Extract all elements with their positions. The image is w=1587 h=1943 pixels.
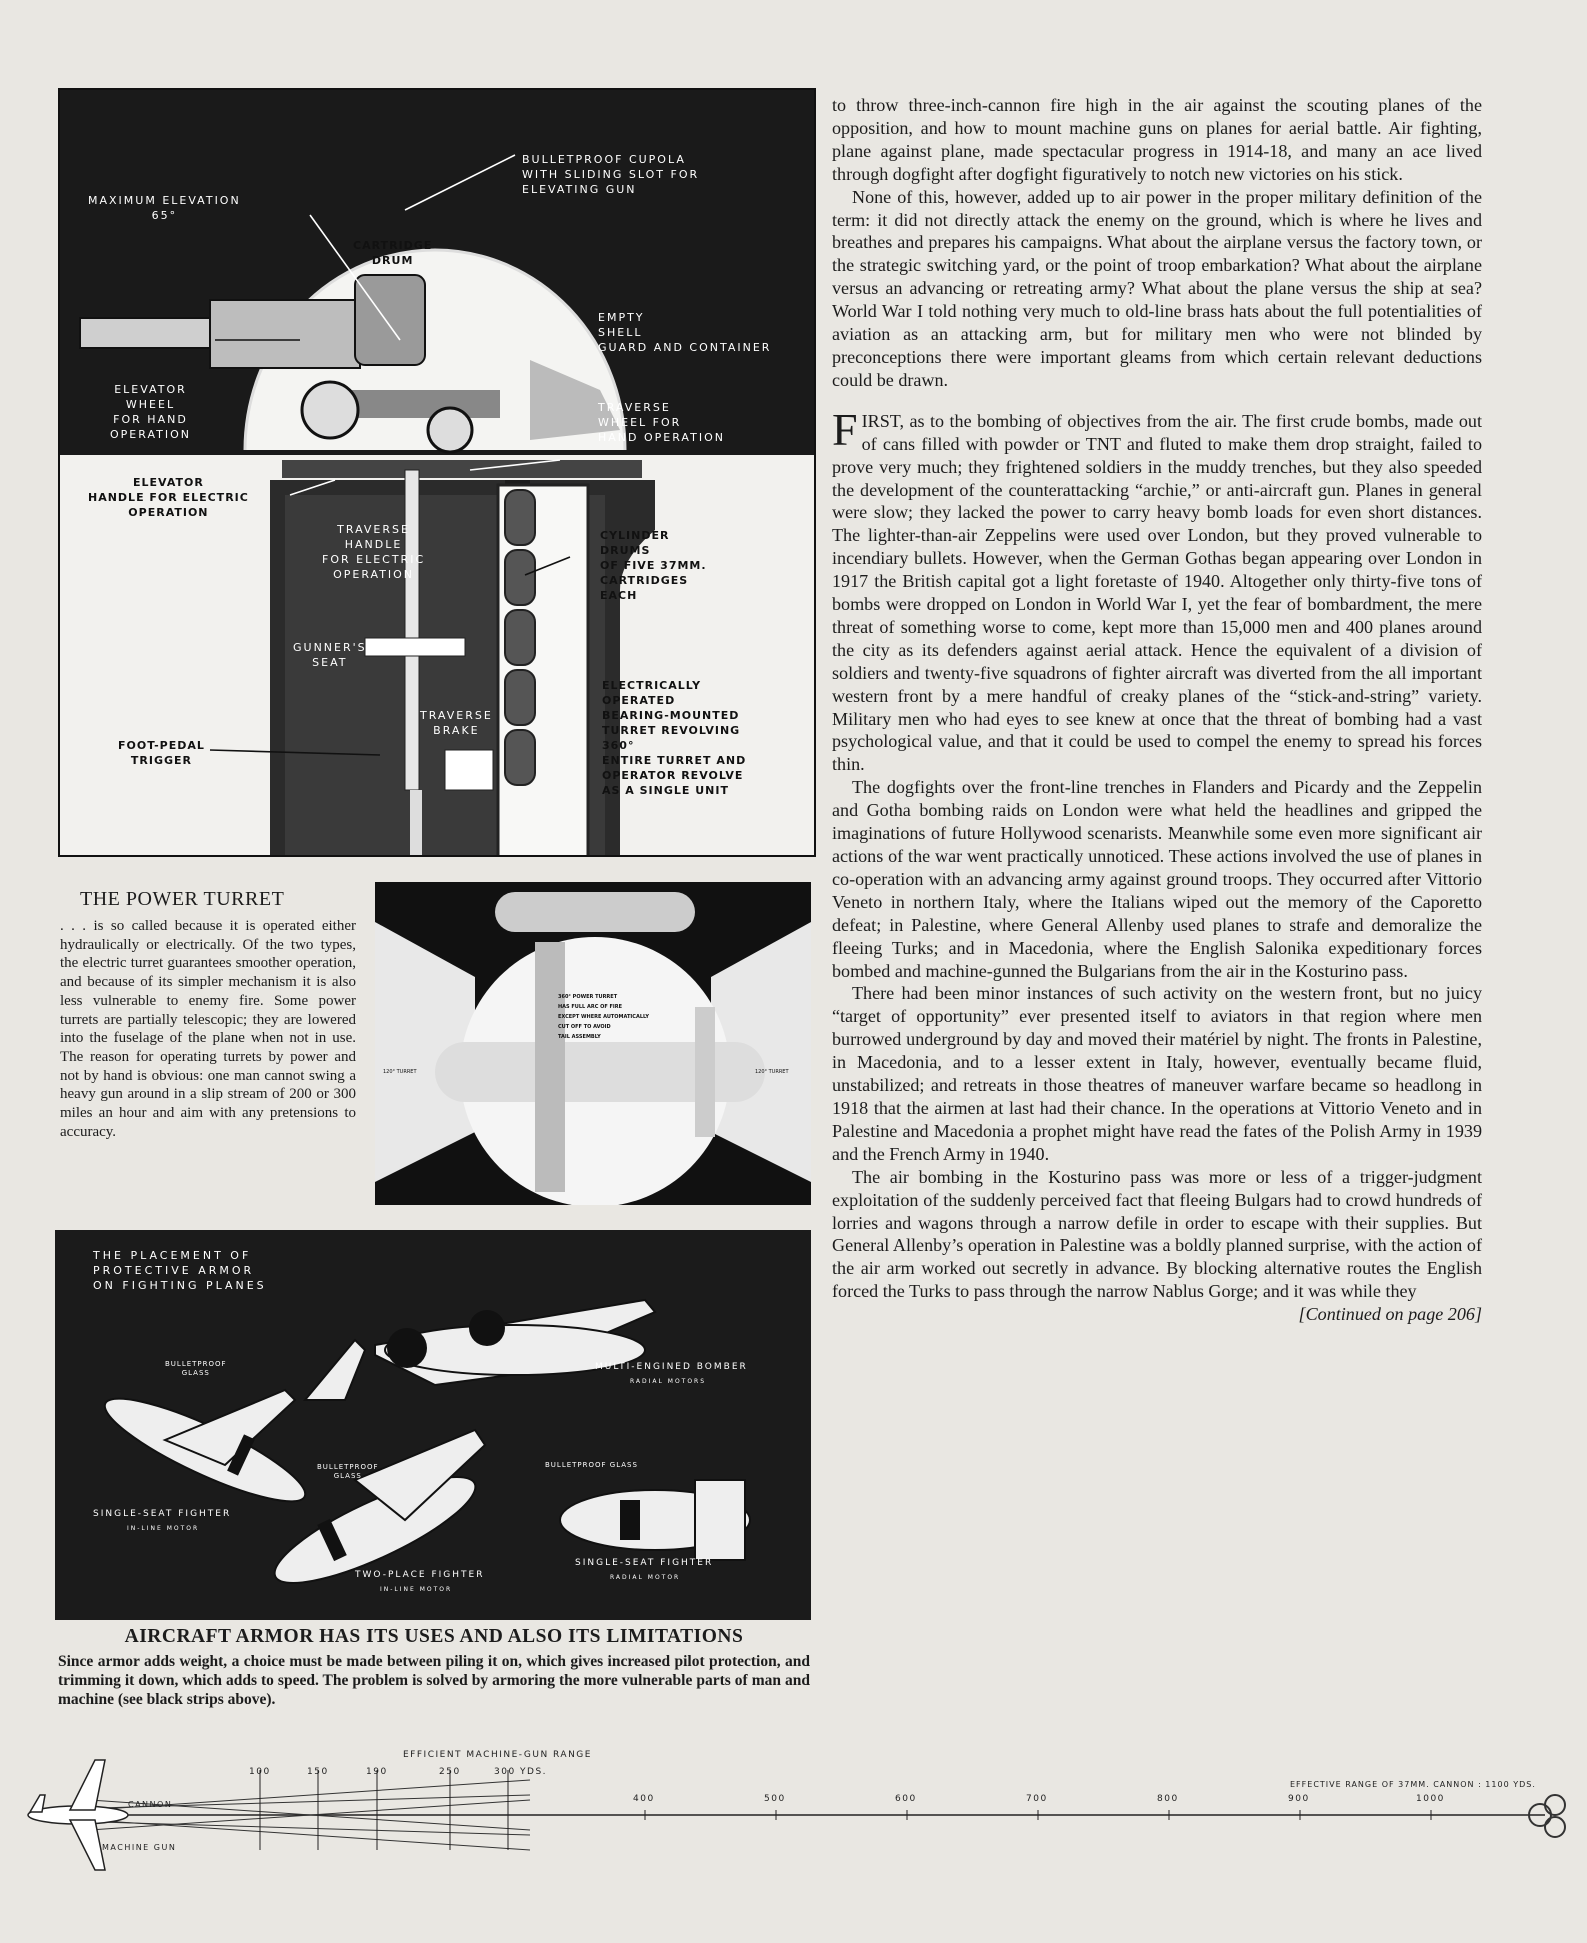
arc-left-label: 120° TURRET bbox=[383, 1069, 417, 1075]
range-tick: 900 bbox=[1288, 1794, 1310, 1804]
armor-caption bbox=[58, 1626, 810, 1709]
article-paragraph: There had been minor instances of such activity on the western front, but no juicy “target of opportunity” ever presented itself to aviators in that region where men burrowed underground by day and moved their matériel by night. The fronts in Palestine, in Macedonia, and to a lesser extent in Italy, however, eventually became fluid, unstabilized; and retreats in those theatres of maneuver warfare became so headlong in 1918 that the airmen at last had their chance. In the operations at Vittorio Veneto and in Palestine and Macedonia a prophet might have read the fates of the Polish Army in 1939 and the French Army in 1940. bbox=[832, 983, 1482, 1164]
power-turret-caption bbox=[60, 888, 356, 1141]
single-inline-sub: IN-LINE MOTOR bbox=[127, 1525, 200, 1532]
range-tick: 500 bbox=[764, 1794, 786, 1804]
article-paragraph: to throw three-inch-cannon fire high in the air against the scouting planes of the opposition, and how to mount machine guns on planes for aerial battle. Air fighting, plane against plane, made spectacular progress in 1914-18, and many an ace lived through dogfight after dogfight figuratively to notch new victories on his stick. bbox=[832, 95, 1482, 184]
article-paragraph: The dogfights over the front-line trenches in Flanders and Picardy and the Zeppelin and Gotha bombing raids on London were what held the headlines and gripped the imaginations of future Hollywood scenarists. Meanwhile some even more significant air actions of the war went practically unnoticed. These actions involved the use of planes in co-operation with an advancing army against ground troops. They occurred after Vittorio Veneto in northern Italy, where the Italians wiped out the memory of the Caporetto defeat; in Palestine, where General Allenby used planes to strafe and demoralize the fleeing Turks; and in Macedonia, where the English Salonika expeditionary forces bombed and machine-gunned the Bulgarians from the air in the Kosturino pass. bbox=[832, 777, 1482, 981]
armor-diagram bbox=[55, 1230, 811, 1620]
range-tick: 1000 bbox=[1416, 1794, 1445, 1804]
elevator-wheel-label: ELEVATOR WHEEL FOR HAND OPERATION bbox=[110, 383, 191, 441]
power-turret-body: . . . is so called because it is operated either hydraulically or electrically. Of the two types, the electric turret guarantees smoother operation, and because of its simpler mechanism it is also less vulnerable to enemy fire. Some power turrets are partially telescopic; they are lowered into the fuselage of the plane when not in use. The reason for operating turrets by power and not by hand is obvious: one man cannot swing a heavy gun around in a slip stream of 200 or 300 miles an hour and aim with any pretensions to accuracy. bbox=[60, 918, 356, 1140]
bomber-label: MULTI-ENGINED BOMBER bbox=[595, 1362, 748, 1372]
armor-title: THE PLACEMENT OF PROTECTIVE ARMOR ON FIGHTING PLANES bbox=[93, 1249, 267, 1292]
foot-pedal-label: FOOT-PEDAL TRIGGER bbox=[118, 739, 205, 767]
continued-note: [Continued on page 206] bbox=[1298, 1304, 1482, 1325]
empty-shell-label: EMPTY SHELL GUARD AND CONTAINER bbox=[598, 311, 772, 354]
article-paragraph: The air bombing in the Kosturino pass was more or less of a trigger-judgment exploitation of the suddenly perceived fact that fleeing Bulgars had to crowd hundreds of lorries and wagons through a narrow defile in order to escape with their supplies. But General Allenby’s operation in Palestine was a boldly planned surprise, with the action of the air arm worked out secretly in advance. By blocking alternative routes the English forced the Turks to pass through the narrow Nablus Gorge; and it was while they bbox=[832, 1166, 1482, 1302]
turret-diagram bbox=[58, 88, 816, 857]
arc-illustration bbox=[375, 882, 811, 1205]
cartridge-drum-label: CARTRIDGE DRUM bbox=[353, 239, 433, 267]
top-tick: 100 bbox=[249, 1767, 271, 1777]
armor-caption-title: AIRCRAFT ARMOR HAS ITS USES AND ALSO ITS LIMITATIONS bbox=[124, 1626, 744, 1647]
two-place-sub: IN-LINE MOTOR bbox=[380, 1586, 453, 1593]
armor-caption-body: Since armor adds weight, a choice must be made between piling it on, which gives increased pilot protection, and trimming it down, which adds to speed. The problem is solved by armoring the more vulnerable parts of man and machine (see black strips above). bbox=[58, 1653, 810, 1708]
range-scale-graphic bbox=[0, 1740, 1587, 1910]
range-tick: 400 bbox=[633, 1794, 655, 1804]
traverse-handle-label: TRAVERSE HANDLE FOR ELECTRIC OPERATION bbox=[322, 523, 426, 581]
bomber-sub: RADIAL MOTORS bbox=[630, 1378, 707, 1385]
arc-center-label: 360° POWER TURRET HAS FULL ARC OF FIRE EXCEPT WHERE AUTOMATICALLY CUT OFF TO AVOID TAIL ASSEMBLY bbox=[558, 994, 650, 1040]
top-tick: 250 bbox=[439, 1767, 461, 1777]
cannon-label: CANNON bbox=[128, 1800, 173, 1809]
cannon-range-label: EFFECTIVE RANGE OF 37MM. CANNON : 1100 YDS. bbox=[1290, 1780, 1536, 1789]
top-tick: 190 bbox=[366, 1767, 388, 1777]
glass-label-1: BULLETPROOF GLASS bbox=[165, 1360, 227, 1377]
top-tick: 150 bbox=[307, 1767, 329, 1777]
glass-label-2: BULLETPROOF GLASS bbox=[317, 1463, 379, 1480]
machine-gun-label: MACHINE GUN bbox=[102, 1843, 177, 1852]
arc-right-label: 120° TURRET bbox=[755, 1069, 789, 1075]
two-place-label: TWO-PLACE FIGHTER bbox=[355, 1570, 485, 1580]
electrically-operated-label: ELECTRICALLY OPERATED BEARING-MOUNTED TURRET REVOLVING 360° ENTIRE TURRET AND OPERATOR REVOLVE AS A SINGLE UNIT bbox=[602, 679, 747, 797]
range-tick: 700 bbox=[1026, 1794, 1048, 1804]
article-paragraph: None of this, however, added up to air power in the proper military definition of the term: it did not directly attack the enemy on the ground, which is where he lives and breathes and prepares his campaigns. What about the airplane versus the factory town, or the strategic switching yard, or the point of troop embarkation? What about the airplane versus an advancing or retreating army? What about the plane versus the ship at sea? World War I told nothing very much to old-line brass hats about the full potentialities of aviation as an attacking arm, but for military men who were not blinded by preconceptions there were important gleams from which certain relevant deductions could be drawn. bbox=[832, 186, 1482, 390]
arc-diagram bbox=[375, 882, 811, 1205]
traverse-brake-label: TRAVERSE BRAKE bbox=[420, 709, 493, 737]
single-radial-label: SINGLE-SEAT FIGHTER bbox=[575, 1558, 714, 1568]
article-column bbox=[832, 94, 1482, 1326]
top-tick: 300 YDS. bbox=[494, 1767, 548, 1777]
cylinder-drums-label: CYLINDER DRUMS OF FIVE 37MM. CARTRIDGES EACH bbox=[600, 529, 707, 602]
range-scale bbox=[0, 1740, 1587, 1910]
gunners-seat-label: GUNNER'S SEAT bbox=[293, 641, 367, 669]
range-tick: 600 bbox=[895, 1794, 917, 1804]
glass-label-3: BULLETPROOF GLASS bbox=[545, 1461, 638, 1469]
power-turret-title: THE POWER TURRET bbox=[80, 888, 285, 910]
cupola-label: BULLETPROOF CUPOLA WITH SLIDING SLOT FOR ELEVATING GUN bbox=[522, 153, 700, 196]
single-inline-label: SINGLE-SEAT FIGHTER bbox=[93, 1509, 232, 1519]
max-elevation-label: MAXIMUM ELEVATION 65° bbox=[88, 194, 241, 222]
efficient-range-label: EFFICIENT MACHINE-GUN RANGE bbox=[403, 1750, 592, 1760]
traverse-wheel-label: TRAVERSE WHEEL FOR HAND OPERATION bbox=[598, 401, 725, 444]
elevator-handle-label: ELEVATOR HANDLE FOR ELECTRIC OPERATION bbox=[88, 476, 249, 519]
single-radial-sub: RADIAL MOTOR bbox=[610, 1574, 681, 1581]
range-tick: 800 bbox=[1157, 1794, 1179, 1804]
article-paragraph: FIRST, as to the bombing of objectives from the air. The first crude bombs, made out of cans filled with powder or TNT and fluted to make them drop straight, failed to prove very much; they frightened soldiers in the muddy trenches, but they also speeded the development of the counterattacking “archie,” or anti-aircraft gun. Planes in general were slow; they lacked the power to carry heavy bomb loads for even short distances. The lighter-than-air Zeppelins were used over London, but they proved vulnerable to incendiary bullets. However, when the German Gothas began appearing over London in 1917 the British capital got a light foretaste of 1940. Altogether only thirty-five tons of bombs were dropped on London in World War I, yet the fear of bombardment, the mere threat of something worse to come, kept more than 15,000 men and 400 planes around the city as its defenders against aerial attack. Hence the equivalent of a division of soldiers and twenty-five squadrons of fighter aircraft was diverted from the all important western front by a mere handful of creaky planes of the “stick-and-string” variety. Military men who had eyes to see knew at once that the threat of bombing had a vast psychological value, and that it could be used to compel the enemy to spread his forces thin. bbox=[832, 403, 1482, 775]
